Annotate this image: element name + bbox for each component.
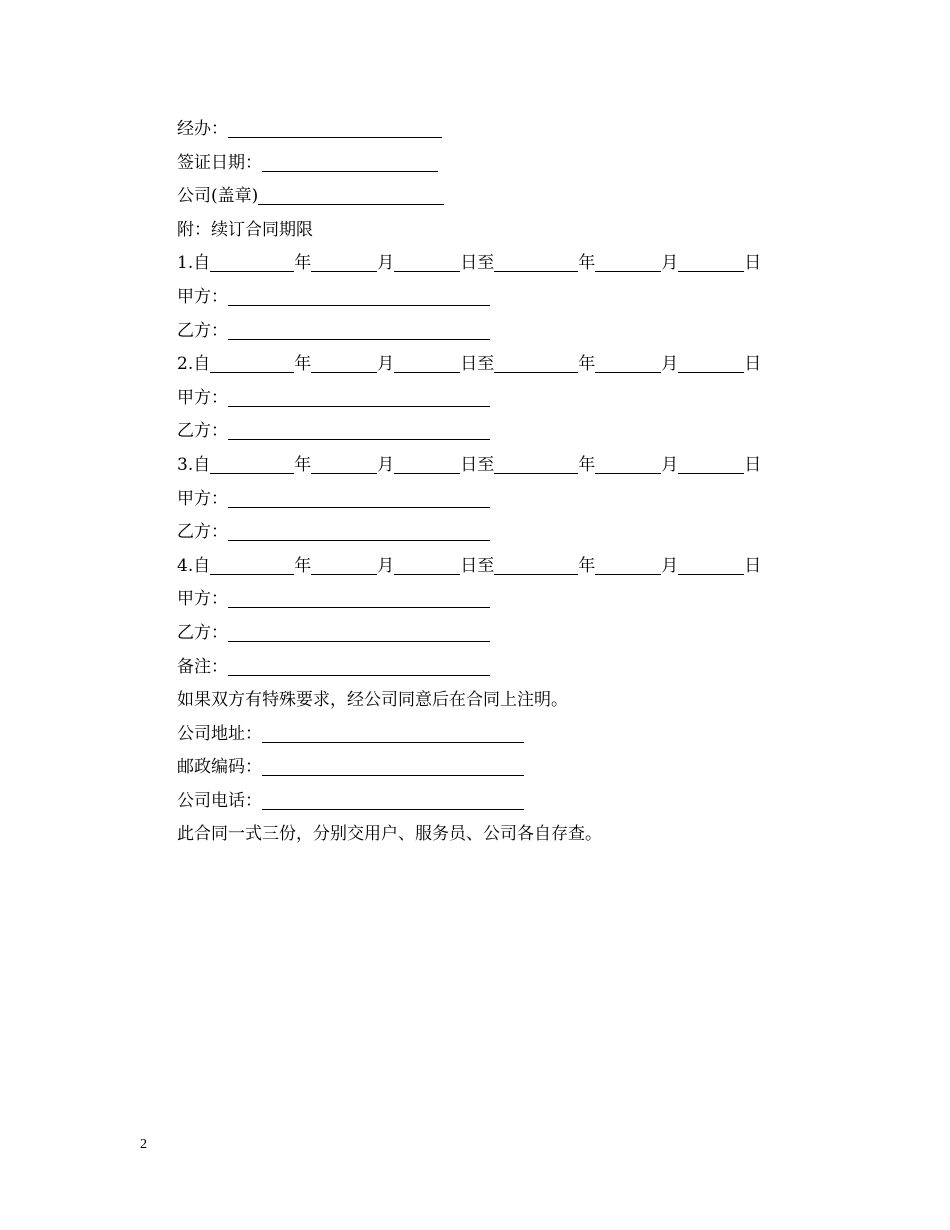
start-month-blank[interactable] bbox=[311, 350, 377, 373]
remarks-blank[interactable] bbox=[228, 653, 490, 676]
end-month-blank[interactable] bbox=[595, 451, 661, 474]
company-seal-blank[interactable] bbox=[258, 182, 444, 205]
company-phone-label: 公司电话： bbox=[177, 790, 262, 811]
period-2-party-a-line bbox=[177, 382, 797, 416]
period-4-party-b-line bbox=[177, 617, 797, 651]
company-address-line bbox=[177, 718, 797, 752]
from-text: 自 bbox=[193, 454, 211, 475]
start-day-blank[interactable] bbox=[394, 249, 460, 272]
party-a-blank[interactable] bbox=[228, 384, 490, 407]
day-to-text: 日至 bbox=[460, 555, 495, 576]
visa-date-label: 签证日期： bbox=[177, 152, 262, 173]
end-month-blank[interactable] bbox=[595, 552, 661, 575]
party-b-label: 乙方： bbox=[177, 522, 228, 543]
party-a-label: 甲方： bbox=[177, 488, 228, 509]
party-a-blank[interactable] bbox=[228, 585, 490, 608]
party-a-blank[interactable] bbox=[228, 485, 490, 508]
end-year-blank[interactable] bbox=[494, 451, 578, 474]
year-text: 年 bbox=[578, 454, 596, 475]
document-body bbox=[177, 113, 797, 852]
month-text: 月 bbox=[661, 555, 679, 576]
start-year-blank[interactable] bbox=[210, 552, 294, 575]
month-text: 月 bbox=[661, 354, 679, 375]
company-address-blank[interactable] bbox=[262, 720, 524, 743]
company-seal-line bbox=[177, 180, 797, 214]
day-text: 日 bbox=[744, 354, 762, 375]
year-text: 年 bbox=[578, 253, 596, 274]
page-number: 2 bbox=[140, 1137, 147, 1152]
handler-blank[interactable] bbox=[228, 115, 442, 138]
handler-label: 经办： bbox=[177, 119, 228, 139]
period-1-party-b-line bbox=[177, 315, 797, 349]
period-3-party-b-line bbox=[177, 516, 797, 550]
from-text: 自 bbox=[193, 253, 211, 274]
year-text: 年 bbox=[578, 354, 596, 375]
postal-code-blank[interactable] bbox=[262, 753, 524, 776]
party-b-blank[interactable] bbox=[228, 518, 490, 541]
handler-line bbox=[177, 113, 797, 147]
company-address-label: 公司地址： bbox=[177, 723, 262, 744]
party-a-label: 甲方： bbox=[177, 387, 228, 408]
start-year-blank[interactable] bbox=[210, 451, 294, 474]
end-day-blank[interactable] bbox=[678, 249, 744, 272]
end-month-blank[interactable] bbox=[595, 249, 661, 272]
year-text: 年 bbox=[294, 454, 312, 475]
visa-date-line bbox=[177, 147, 797, 181]
company-seal-label: 公司(盖章) bbox=[177, 186, 259, 207]
party-a-blank[interactable] bbox=[228, 283, 490, 306]
start-day-blank[interactable] bbox=[394, 451, 460, 474]
from-text: 自 bbox=[193, 555, 211, 576]
end-year-blank[interactable] bbox=[494, 552, 578, 575]
period-4-party-a-line bbox=[177, 583, 797, 617]
day-text: 日 bbox=[744, 454, 762, 475]
end-month-blank[interactable] bbox=[595, 350, 661, 373]
postal-code-line bbox=[177, 751, 797, 785]
party-b-label: 乙方： bbox=[177, 320, 228, 341]
from-text: 自 bbox=[193, 354, 211, 375]
day-text: 日 bbox=[744, 253, 762, 274]
period-number: 1. bbox=[177, 253, 194, 274]
month-text: 月 bbox=[661, 253, 679, 274]
day-to-text: 日至 bbox=[460, 454, 495, 475]
end-day-blank[interactable] bbox=[678, 350, 744, 373]
period-number: 4. bbox=[177, 555, 194, 576]
postal-code-label: 邮政编码： bbox=[177, 757, 262, 778]
start-year-blank[interactable] bbox=[210, 249, 294, 272]
party-a-label: 甲方： bbox=[177, 589, 228, 610]
day-to-text: 日至 bbox=[460, 253, 495, 274]
party-b-label: 乙方： bbox=[177, 622, 228, 643]
party-b-blank[interactable] bbox=[228, 619, 490, 642]
party-b-blank[interactable] bbox=[228, 317, 490, 340]
period-2-line bbox=[177, 348, 797, 382]
period-number: 3. bbox=[177, 454, 194, 475]
company-phone-blank[interactable] bbox=[262, 787, 524, 810]
end-year-blank[interactable] bbox=[494, 249, 578, 272]
month-text: 月 bbox=[377, 454, 395, 475]
period-3-party-a-line bbox=[177, 483, 797, 517]
copies-note-text: 此合同一式三份，分别交用户、服务员、公司各自存查。 bbox=[177, 824, 602, 845]
year-text: 年 bbox=[294, 354, 312, 375]
copies-note-paragraph bbox=[177, 818, 797, 852]
end-year-blank[interactable] bbox=[494, 350, 578, 373]
month-text: 月 bbox=[661, 454, 679, 475]
special-requirements-text: 如果双方有特殊要求，经公司同意后在合同上注明。 bbox=[177, 690, 568, 711]
start-day-blank[interactable] bbox=[394, 552, 460, 575]
end-day-blank[interactable] bbox=[678, 552, 744, 575]
start-year-blank[interactable] bbox=[210, 350, 294, 373]
party-a-label: 甲方： bbox=[177, 286, 228, 307]
appendix-title-text: 附：续订合同期限 bbox=[177, 219, 313, 240]
day-to-text: 日至 bbox=[460, 354, 495, 375]
month-text: 月 bbox=[377, 354, 395, 375]
remarks-line bbox=[177, 651, 797, 685]
start-month-blank[interactable] bbox=[311, 552, 377, 575]
period-2-party-b-line bbox=[177, 415, 797, 449]
visa-date-blank[interactable] bbox=[262, 149, 438, 172]
end-day-blank[interactable] bbox=[678, 451, 744, 474]
period-number: 2. bbox=[177, 354, 194, 375]
appendix-title bbox=[177, 214, 797, 248]
company-phone-line bbox=[177, 785, 797, 819]
month-text: 月 bbox=[377, 555, 395, 576]
remarks-label: 备注： bbox=[177, 656, 228, 677]
party-b-blank[interactable] bbox=[228, 417, 490, 440]
day-text: 日 bbox=[744, 555, 762, 576]
year-text: 年 bbox=[294, 253, 312, 274]
period-1-line bbox=[177, 247, 797, 281]
month-text: 月 bbox=[377, 253, 395, 274]
start-day-blank[interactable] bbox=[394, 350, 460, 373]
special-requirements-paragraph bbox=[177, 684, 797, 718]
period-3-line bbox=[177, 449, 797, 483]
year-text: 年 bbox=[578, 555, 596, 576]
start-month-blank[interactable] bbox=[311, 451, 377, 474]
period-1-party-a-line bbox=[177, 281, 797, 315]
party-b-label: 乙方： bbox=[177, 421, 228, 442]
period-4-line bbox=[177, 550, 797, 584]
year-text: 年 bbox=[294, 555, 312, 576]
start-month-blank[interactable] bbox=[311, 249, 377, 272]
